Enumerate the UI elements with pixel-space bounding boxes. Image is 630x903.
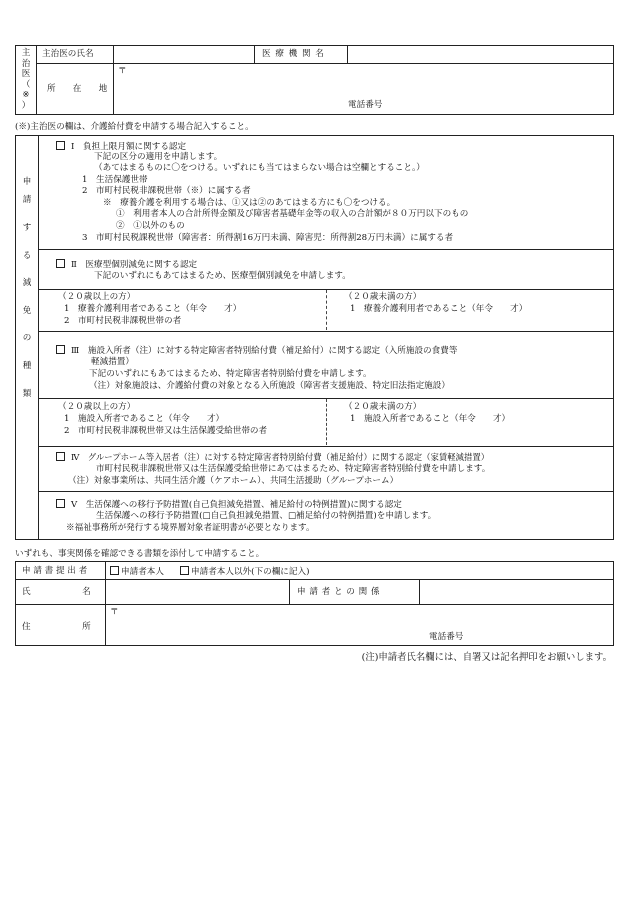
section3-bottom-line	[38, 446, 614, 447]
section2-right-heading: （２０歳未満の方）	[344, 292, 422, 302]
section3-line2: （注）対象施設は、介護給付費の対象となる入所施設（障害者支援施設、特定旧法指定施設）	[89, 381, 450, 391]
section2-line1: 下記のいずれにもあてはまるため、医療型個別減免を申請します。	[94, 271, 351, 281]
section4-checkbox[interactable]	[56, 452, 65, 461]
applicant-postal-mark: 〒	[110, 607, 119, 617]
section3-left-heading: （２０歳以上の方）	[58, 402, 136, 412]
doctor-name-label: 主治医の氏名	[42, 49, 94, 59]
doctor-phone-label: 電話番号	[348, 100, 383, 110]
section2-title: Ⅱ 医療型個別減免に関する認定	[56, 259, 197, 271]
section3-left-item2: 2 市町村民税非課税世帯又は生活保護受給世帯の者	[64, 426, 268, 436]
doctor-side-label: 主 治 医 （ ※ ）	[21, 48, 31, 111]
doctor-address-label: 所 在 地	[47, 84, 108, 94]
section4-line2: （注）対象事業所は、共同生活介護（ケアホーム）、共同生活援助（グループホーム）	[68, 476, 399, 486]
section3-title: Ⅲ 施設入所者（注）に対する特定障害者特別給付費（補足給付）に関する認定（入所施設の食費等	[56, 345, 457, 357]
section5-line2: ※福祉事務所が発行する境界層対象者証明書が必要となります。	[66, 523, 315, 533]
doctor-side-divider	[36, 45, 37, 115]
section2-checkbox[interactable]	[56, 259, 65, 268]
section3-split-divider	[326, 399, 327, 445]
other-checkbox[interactable]	[180, 566, 189, 575]
section3-title-cont: 軽減措置）	[91, 357, 134, 367]
submitter-name-divider	[289, 579, 290, 604]
section2-split-divider	[326, 290, 327, 330]
institution-label: 医 療 機 関 名	[262, 49, 325, 59]
section5-line1: 生活保護への移行予防措置(□自己負担減免措置、□補足給付の特例措置)を申請します。	[96, 511, 437, 521]
section1-checkbox[interactable]	[56, 141, 65, 150]
section2-left-heading: （２０歳以上の方）	[58, 292, 136, 302]
section1-option3: 3 市町村民税課税世帯（障害者：所得割16万円未満、障害児：所得割28万円未満）に属する者	[82, 233, 454, 243]
section1-sub2: ② ①以外のもの	[116, 221, 185, 231]
doctor-name-field[interactable]	[114, 46, 253, 62]
submitter-option-self: 申請者本人	[110, 566, 164, 578]
relation-field[interactable]	[420, 580, 613, 603]
section1-title: Ⅰ 負担上限月額に関する認定	[56, 141, 186, 153]
section3-left-item1: 1 施設入所者であること（年令 才）	[64, 414, 225, 424]
section1-option1: 1 生活保護世帯	[82, 175, 148, 185]
section5-checkbox[interactable]	[56, 499, 65, 508]
relation-label: 申 請 者 と の 関 係	[297, 587, 381, 597]
section1-option2: 2 市町村民税非課税世帯（※）に属する者	[82, 186, 251, 196]
types-side-divider	[38, 135, 39, 540]
section3-checkbox[interactable]	[56, 345, 65, 354]
section1-line2: （あてはまるものに〇をつける。いずれにも当てはまらない場合は空欄とすること。）	[94, 163, 425, 173]
attachment-note: いずれも、事実関係を確認できる書類を添付して申請すること。	[15, 549, 265, 559]
section3-right-item1: 1 施設入所者であること（年令 才）	[350, 414, 511, 424]
applicant-phone-label: 電話番号	[429, 632, 464, 642]
applicant-address-label: 住 所	[22, 622, 91, 632]
section1-sub1: ① 利用者本人の合計所得金額及び障害者基礎年金等の収入の合計額が８０万円以下のもの	[116, 209, 469, 219]
section2-bottom-line	[38, 331, 614, 332]
applicant-name-field[interactable]	[106, 580, 288, 603]
section2-left-item2: 2 市町村民税非課税世帯の者	[64, 316, 182, 326]
section4-bottom-line	[38, 491, 614, 492]
section3-right-heading: （２０歳未満の方）	[344, 402, 422, 412]
section4-title: Ⅳ グループホーム等入居者（注）に対する特定障害者特別給付費（補足給付）に関する認定（家賃軽減措置）	[56, 452, 489, 463]
applicant-address-field[interactable]	[106, 605, 613, 645]
submitter-option-other: 申請者本人以外(下の欄に記入)	[180, 566, 309, 578]
doctor-note: (※)主治医の欄は、介護給付費を申請する場合記入すること。	[15, 122, 254, 132]
section2-left-item1: 1 療養介護利用者であること（年令 才）	[64, 304, 242, 314]
submitter-label: 申 請 書 提 出 者	[22, 566, 88, 576]
section4-line1: 市町村民税非課税世帯又は生活保護受給世帯にあてはまるため、特定障害者特別給付費を申請します。	[96, 464, 491, 474]
types-side-label: 申 請 す る 減 免 の 種 類	[22, 177, 32, 399]
section2-right-item1: 1 療養介護利用者であること（年令 才）	[350, 304, 528, 314]
section1-bottom-line	[38, 249, 614, 250]
doctor-name-field-divider	[254, 45, 255, 63]
section1-line1: 下記の区分の適用を申請します。	[94, 152, 223, 162]
self-checkbox[interactable]	[110, 566, 119, 575]
section5-title: Ⅴ 生活保護への移行予防措置(自己負担減免措置、補足給付の特例措置)に関する認定	[56, 499, 402, 511]
section3-line1: 下記のいずれにもあてはまるため、特定障害者特別給付費を申請します。	[89, 369, 372, 379]
applicant-name-label: 氏 名	[22, 587, 91, 597]
doctor-postal-mark: 〒	[118, 66, 127, 76]
section1-note: ※ 療養介護を利用する場合は、①又は②のあてはまる方にも〇をつける。	[103, 198, 396, 208]
institution-field[interactable]	[348, 46, 613, 62]
footer-note: (注)申請者氏名欄には、自署又は記名押印をお願いします。	[361, 652, 612, 663]
